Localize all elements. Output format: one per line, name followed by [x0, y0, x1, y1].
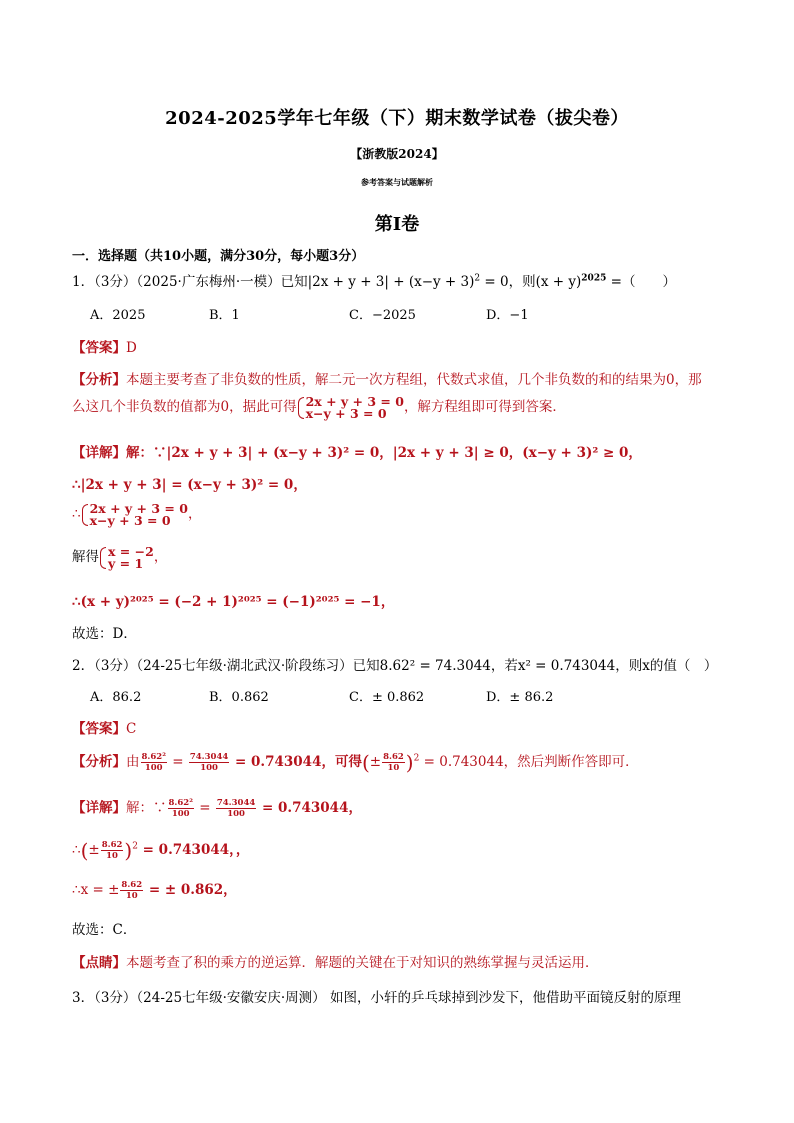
q1-stem-mid: = 0，则 [480, 274, 536, 290]
detail-text: ， [187, 506, 202, 522]
numerator: 8.62 [121, 880, 143, 890]
volume-heading: 第Ⅰ卷 [374, 214, 420, 235]
fraction [168, 798, 194, 819]
analysis-text: 本题主要考查了非负数的性质，解二元一次方程组，代数式求值，几个非负数的和的结果为0，那 [126, 372, 702, 388]
q1-detail-line4 [72, 545, 167, 570]
q2-option-b: B．0.862 [209, 690, 269, 705]
q2-option-a: A．86.2 [90, 690, 142, 705]
q1-option-d: D．−1 [486, 308, 529, 323]
right-paren: ) [405, 750, 414, 775]
detail-tag: 【详解】 [72, 445, 126, 461]
q1-stem-prefix: 1．（3分）（2025·广东梅州·一模）已知 [72, 274, 308, 290]
fraction [141, 752, 167, 773]
left-paren: ( [80, 838, 89, 863]
point-text: 本题考查了积的乘方的逆运算．解题的关键在于对知识的熟练掌握与灵活运用． [126, 955, 599, 971]
equation-system [81, 500, 188, 528]
q2-answer [72, 717, 136, 737]
detail-text: = 0.743044， [257, 800, 362, 816]
equation-row: 2x + y + 3 = 0 [89, 500, 188, 516]
q1-stem [72, 270, 676, 290]
left-paren: ( [361, 750, 370, 775]
detail-text: ∴ [72, 842, 81, 858]
document-subtitle: 参考答案与试题解析 [361, 177, 433, 187]
q2-detail-line3 [72, 878, 237, 901]
plus-minus: ± [88, 842, 100, 858]
q2-analysis [72, 750, 639, 775]
equation-row: y = 1 [108, 555, 144, 571]
analysis-text: 由 [126, 754, 140, 770]
detail-tag: 【详解】 [72, 800, 126, 816]
detail-text: ∴ [72, 506, 81, 522]
detail-text: ∴x = ± [72, 882, 120, 898]
solution-system [99, 543, 154, 571]
numerator: 8.62 [101, 840, 123, 850]
q2-detail-line2 [72, 838, 249, 863]
numerator: 8.62² [168, 798, 193, 808]
q2-choose: 故选：C． [72, 922, 137, 938]
q2-stem: 2．（3分）（24-25七年级·湖北武汉·阶段练习）已知8.62² = 74.3044，若x² = 0.743044，则x的值（ ） [72, 658, 718, 674]
q1-option-c: C．−2025 [349, 308, 416, 323]
detail-text: 解：∵ [126, 800, 167, 816]
q1-stem-math2: (x + y) [535, 274, 582, 290]
detail-text: = ± 0.862， [144, 882, 237, 898]
denominator: 10 [387, 763, 400, 773]
q1-stem-end: =（ ） [606, 274, 676, 290]
fraction [101, 840, 124, 861]
denominator: 100 [200, 763, 218, 773]
analysis-tag: 【分析】 [72, 754, 126, 770]
q2-option-c: C．± 0.862 [349, 690, 425, 705]
analysis-text: ，解方程组即可得到答案． [403, 399, 566, 415]
document-title: 2024-2025学年七年级（下）期末数学试卷（拔尖卷） [165, 108, 629, 129]
section-heading: 一．选择题（共10小题，满分30分，每小题3分） [72, 249, 365, 264]
answer-tag: 【答案】 [72, 721, 126, 737]
denominator: 100 [171, 809, 190, 819]
numerator: 74.3044 [216, 798, 256, 808]
fraction [382, 752, 405, 773]
equation-system [297, 393, 404, 421]
q1-detail-line2: ∴|2x + y + 3| = (x−y + 3)² = 0， [72, 477, 307, 493]
q1-detail [72, 441, 642, 461]
numerator: 8.62 [383, 752, 404, 762]
detail-text: 解得 [72, 549, 99, 565]
equation-row: 2x + y + 3 = 0 [305, 393, 404, 409]
detail-text: = 0.743044，， [137, 842, 250, 858]
answer-value: D [126, 340, 137, 356]
denominator: 10 [125, 891, 138, 901]
edition-label: 【浙教版2024】 [350, 147, 444, 161]
q3-stem: 3．（3分）（24-25七年级·安徽安庆·周测） 如图，小轩的乒乓球掉到沙发下，他借助平面镜反射的原理 [72, 990, 681, 1006]
plus-minus: ± [369, 754, 382, 770]
q1-analysis-line2 [72, 395, 566, 420]
q2-point [72, 951, 599, 971]
numerator: 74.3044 [189, 752, 229, 762]
q1-sup: 2 [474, 273, 481, 284]
q1-detail-line5: ∴(x + y)²⁰²⁵ = (−2 + 1)²⁰²⁵ = (−1)²⁰²⁵ = −1， [72, 594, 395, 610]
equation-row: x−y + 3 = 0 [305, 405, 387, 421]
detail-text: ， [153, 549, 168, 565]
q2-detail [72, 796, 362, 819]
q1-detail-line3 [72, 502, 201, 527]
right-paren: ) [124, 838, 133, 863]
detail-text: 解：∵|2x + y + 3| + (x−y + 3)² = 0，|2x + y + 3| ≥ 0，(x−y + 3)² ≥ 0， [126, 445, 642, 461]
denominator: 10 [106, 851, 118, 861]
q1-stem-math: |2x + y + 3| + (x−y + 3) [307, 274, 475, 290]
equals-sign: = [194, 800, 215, 816]
analysis-text: = 0.743044，然后判断作答即可． [419, 754, 639, 770]
q1-option-b: B．1 [209, 308, 240, 323]
exponent: 2 [132, 841, 138, 852]
q1-choose: 故选：D． [72, 626, 137, 642]
fraction [216, 798, 256, 819]
fraction [120, 880, 143, 901]
denominator: 100 [227, 809, 245, 819]
q1-option-a: A．2025 [90, 308, 146, 323]
answer-tag: 【答案】 [72, 340, 126, 356]
equation-row: x−y + 3 = 0 [89, 512, 171, 528]
q1-answer [72, 336, 137, 356]
answer-value: C [126, 721, 137, 737]
denominator: 100 [144, 763, 163, 773]
numerator: 8.62² [141, 752, 166, 762]
equals-sign: = [167, 754, 188, 770]
fraction [189, 752, 229, 773]
exponent: 2 [413, 753, 420, 764]
analysis-text: = 0.743044，可得 [230, 754, 362, 770]
analysis-tag: 【分析】 [72, 372, 126, 388]
point-tag: 【点睛】 [72, 955, 126, 971]
q1-sup-2025: 2025 [581, 273, 607, 284]
q2-option-d: D．± 86.2 [486, 690, 554, 705]
analysis-text: 么这几个非负数的值都为0，据此可得 [72, 399, 297, 415]
equation-row: x = −2 [108, 543, 154, 559]
q1-analysis [72, 368, 702, 388]
